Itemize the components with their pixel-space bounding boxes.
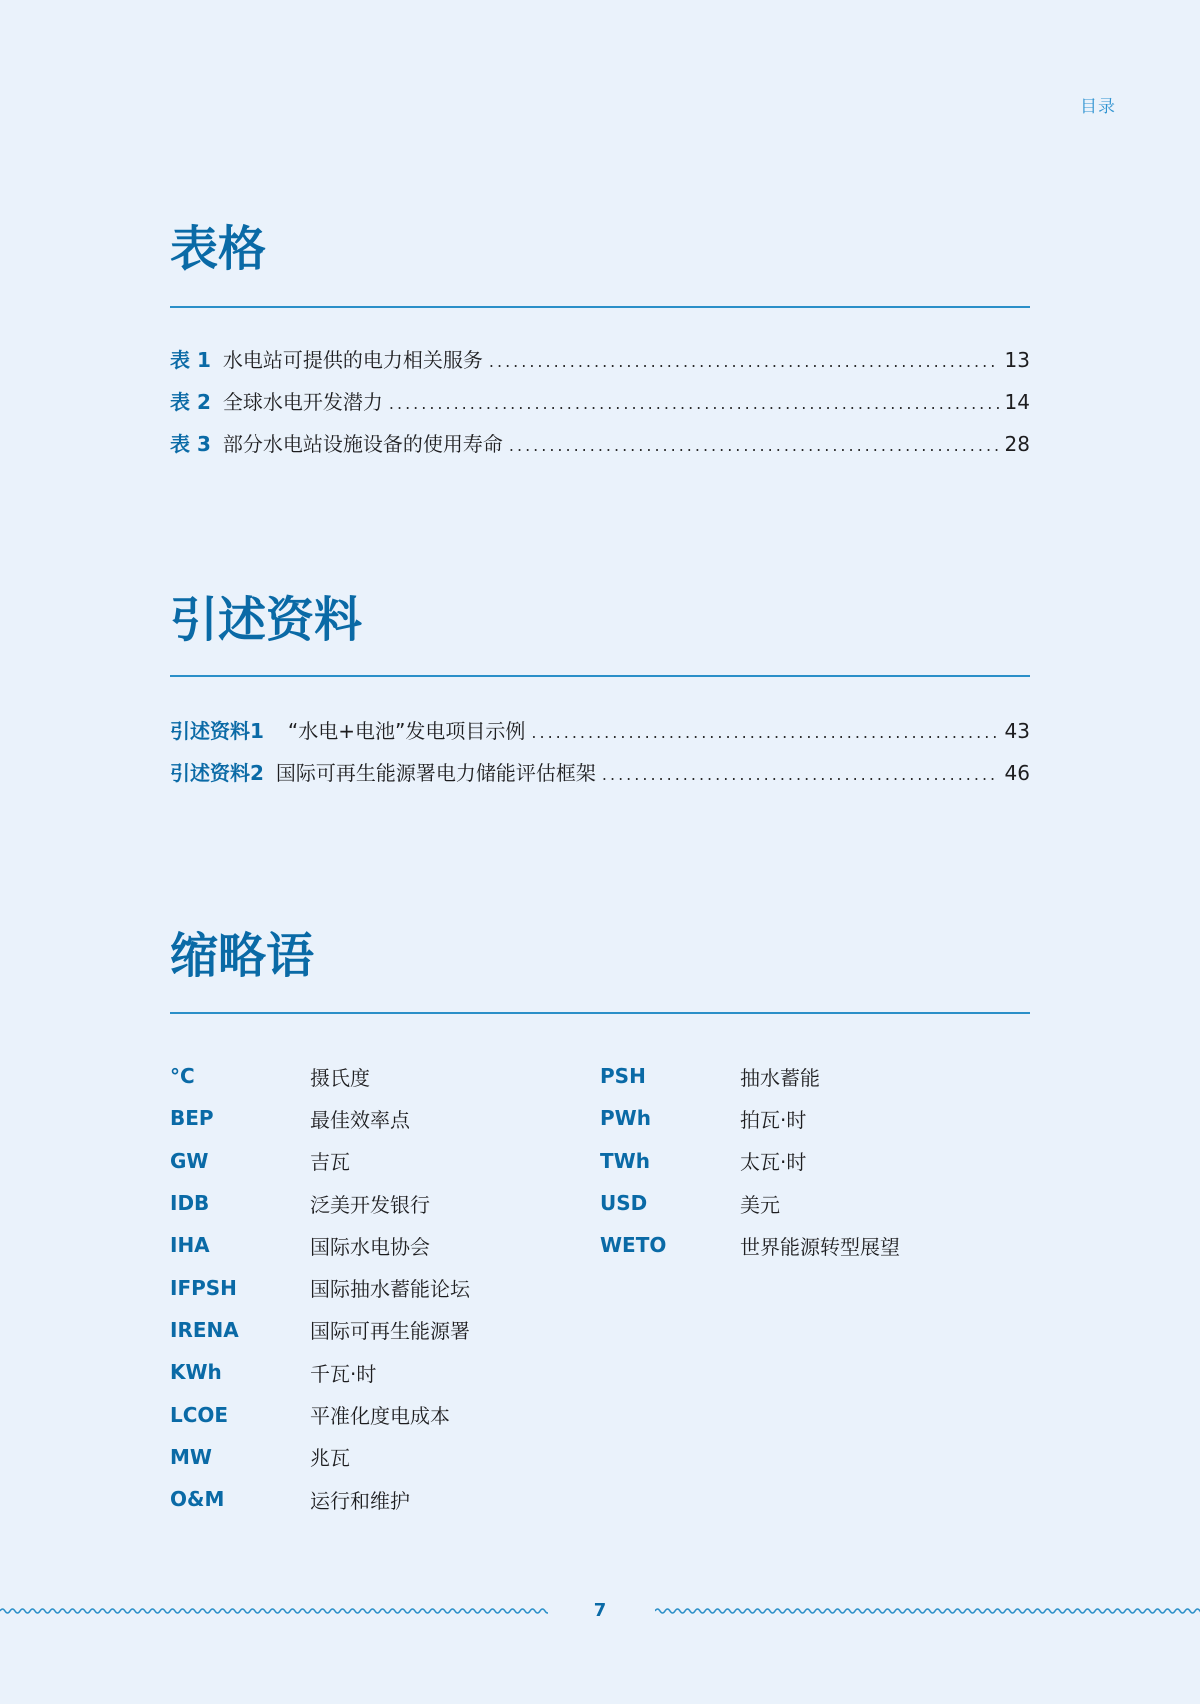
abbreviation-row	[170, 1393, 600, 1435]
toc-label: 引述资料1	[170, 719, 264, 743]
toc-page-number: 14	[1004, 390, 1030, 414]
toc-page-number: 43	[1004, 719, 1030, 743]
abbreviation-definition: 摄氏度	[310, 1065, 370, 1090]
tables-section	[170, 221, 1030, 470]
abbreviation-definition: 国际水电协会	[310, 1234, 430, 1259]
abbreviation-term: USD	[600, 1191, 648, 1216]
abbreviation-row	[600, 1140, 1030, 1182]
toc-label: 表 2	[170, 390, 211, 414]
abbreviation-definition: 吉瓦	[310, 1150, 350, 1175]
tables-rule	[170, 306, 1030, 308]
abbreviation-definition: 泛美开发银行	[310, 1192, 430, 1217]
abbreviation-row	[170, 1140, 600, 1182]
abbreviation-definition: 抽水蓄能	[740, 1065, 820, 1090]
abbreviation-definition: 运行和维护	[310, 1488, 410, 1513]
abbreviation-definition: 国际抽水蓄能论坛	[310, 1277, 470, 1302]
abbreviation-definition: 兆瓦	[310, 1446, 350, 1471]
dot-leader	[489, 352, 999, 371]
abbreviation-term: LCOE	[170, 1402, 229, 1427]
abbreviation-term: PSH	[600, 1064, 646, 1089]
references-list	[170, 715, 1030, 799]
toc-page-number: 46	[1004, 761, 1030, 785]
toc-page-number: 13	[1004, 348, 1030, 372]
toc-title: 水电站可提供的电力相关服务	[222, 348, 483, 372]
abbreviation-row	[170, 1224, 600, 1266]
wave-decoration-right	[655, 1604, 1200, 1618]
abbreviation-row	[170, 1351, 600, 1393]
abbreviation-definition: 平准化度电成本	[310, 1404, 450, 1429]
abbreviation-definition: 最佳效率点	[310, 1107, 410, 1132]
abbreviation-term: BEP	[170, 1106, 214, 1131]
running-head: 目录	[1080, 97, 1116, 117]
abbreviation-row	[170, 1097, 600, 1139]
toc-entry-reference-1[interactable]	[170, 715, 1030, 757]
abbreviation-row	[170, 1182, 600, 1224]
abbreviations-heading: 缩略语	[170, 928, 315, 984]
page-number: 7	[593, 1600, 607, 1621]
dot-leader	[509, 436, 999, 455]
page-footer	[0, 1598, 1200, 1628]
abbreviation-term: IRENA	[170, 1317, 239, 1342]
abbreviation-column-left	[170, 1055, 600, 1520]
toc-label: 表 1	[170, 348, 211, 372]
abbreviation-definition: 美元	[740, 1192, 780, 1217]
abbreviation-list	[170, 1055, 1030, 1520]
abbreviation-term: KWh	[170, 1360, 222, 1385]
toc-label: 表 3	[170, 432, 211, 456]
abbreviation-definition: 世界能源转型展望	[740, 1234, 900, 1259]
abbreviation-row	[600, 1182, 1030, 1224]
toc-label: 引述资料2	[170, 761, 264, 785]
toc-entry-table-2[interactable]	[170, 386, 1030, 428]
toc-title: 部分水电站设施设备的使用寿命	[222, 432, 503, 456]
abbreviation-term: O&M	[170, 1487, 225, 1512]
abbreviations-rule	[170, 1012, 1030, 1014]
abbreviation-term: IDB	[170, 1191, 210, 1216]
abbreviation-column-right	[600, 1055, 1030, 1520]
abbreviation-term: TWh	[600, 1148, 650, 1173]
abbreviation-row	[170, 1266, 600, 1308]
abbreviation-term: PWh	[600, 1106, 651, 1131]
toc-page-number: 28	[1004, 432, 1030, 456]
abbreviation-row	[170, 1436, 600, 1478]
abbreviation-row	[170, 1055, 600, 1097]
abbreviations-section	[170, 928, 1030, 1014]
abbreviation-term: IHA	[170, 1233, 210, 1258]
abbreviation-row	[600, 1224, 1030, 1266]
abbreviation-row	[170, 1478, 600, 1520]
toc-title: “水电+电池”发电项目示例	[287, 719, 526, 743]
tables-heading: 表格	[170, 221, 267, 277]
abbreviation-row	[600, 1055, 1030, 1097]
toc-title: 国际可再生能源署电力储能评估框架	[275, 761, 596, 785]
abbreviation-definition: 拍瓦·时	[740, 1107, 807, 1132]
dot-leader	[531, 723, 998, 742]
abbreviation-term: IFPSH	[170, 1275, 237, 1300]
abbreviation-definition: 太瓦·时	[740, 1150, 807, 1175]
toc-entry-table-1[interactable]	[170, 344, 1030, 386]
toc-entry-table-3[interactable]	[170, 428, 1030, 470]
references-section	[170, 592, 1030, 799]
abbreviation-term: WETO	[600, 1233, 667, 1258]
dot-leader	[602, 765, 999, 784]
references-rule	[170, 675, 1030, 677]
tables-list	[170, 344, 1030, 470]
abbreviation-row	[600, 1097, 1030, 1139]
abbreviation-row	[170, 1309, 600, 1351]
abbreviation-term: °C	[170, 1064, 195, 1089]
abbreviation-definition: 国际可再生能源署	[310, 1319, 470, 1344]
abbreviation-term: GW	[170, 1148, 209, 1173]
dot-leader	[389, 394, 999, 413]
abbreviation-definition: 千瓦·时	[310, 1361, 377, 1386]
abbreviation-term: MW	[170, 1444, 212, 1469]
toc-entry-reference-2[interactable]	[170, 757, 1030, 799]
references-heading: 引述资料	[170, 592, 363, 648]
toc-title: 全球水电开发潜力	[222, 390, 383, 414]
